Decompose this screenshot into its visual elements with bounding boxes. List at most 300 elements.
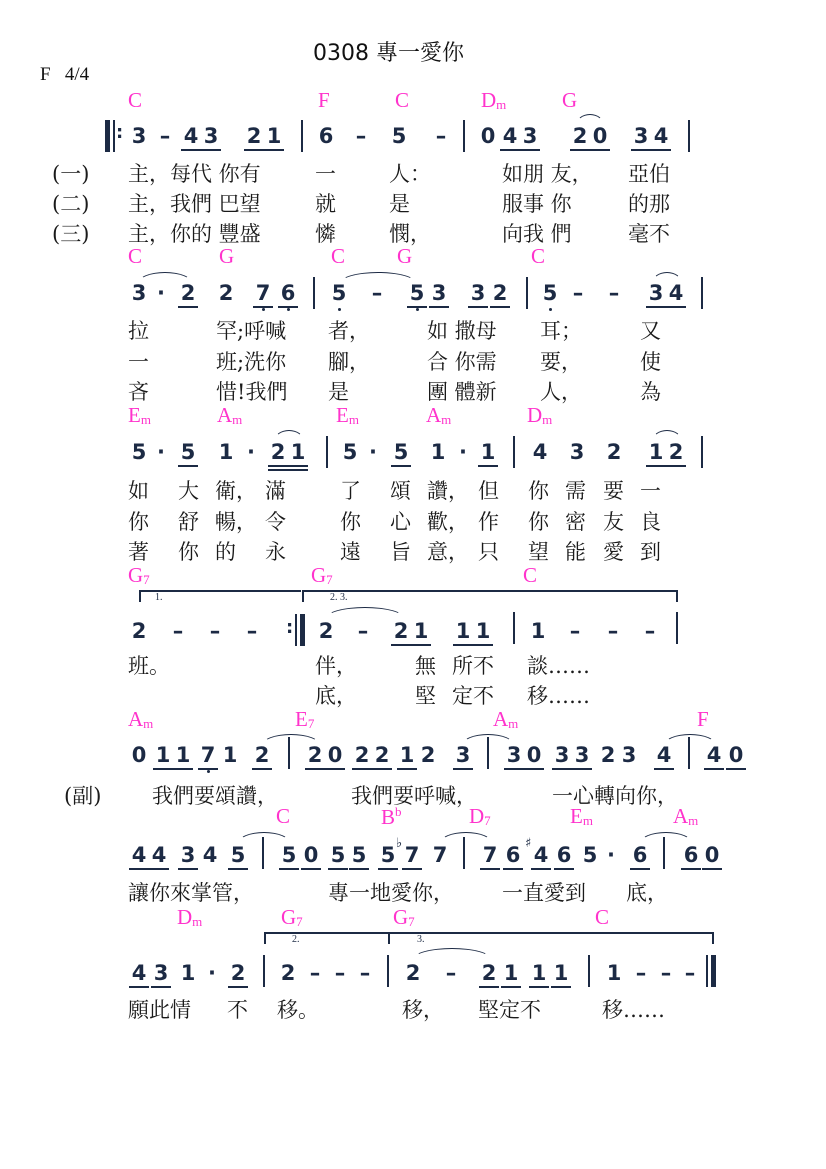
chord: G: [219, 244, 235, 268]
note: 4: [532, 440, 548, 464]
lyric: 所不: [452, 654, 494, 678]
lyric: 主，我們 巴望: [128, 192, 261, 216]
octave-dot-low: [262, 308, 265, 311]
chord: $B^b$: [381, 804, 402, 829]
barline: [387, 955, 389, 987]
note: 0: [728, 743, 744, 767]
barline: [262, 837, 264, 869]
volta-label-2: 2.: [292, 934, 300, 945]
note: 2: [668, 440, 684, 464]
octave-dot-low: [416, 308, 419, 311]
lyric: 友: [603, 510, 624, 534]
note: –: [159, 124, 171, 148]
barline: [295, 614, 297, 646]
chord: $D_m$: [481, 88, 507, 112]
lyric: 但: [478, 479, 499, 503]
barline: [701, 277, 703, 309]
lyric: 專一地愛你，: [328, 881, 454, 905]
lyric: 惜!我們: [216, 380, 288, 404]
note: 5: [391, 124, 407, 148]
lyric: 頌: [390, 479, 411, 503]
volta-bracket-2: [264, 932, 390, 944]
lyric: 堅: [415, 684, 436, 708]
lyric: 永: [265, 540, 286, 564]
barline: [288, 737, 290, 769]
note: ·: [607, 843, 615, 867]
note: 5: [131, 440, 147, 464]
note: 3: [621, 743, 637, 767]
note: 4: [656, 743, 672, 767]
note: –: [172, 619, 184, 643]
lyric: 要，: [540, 350, 582, 374]
note: 2: [270, 440, 286, 464]
lyric: 只: [478, 540, 499, 564]
lyric: 歡，: [427, 510, 469, 534]
verse-label-2: (二): [52, 192, 90, 216]
lyric: 又: [640, 319, 661, 343]
barline: [326, 436, 328, 468]
note: ·: [459, 440, 467, 464]
note: –: [684, 961, 696, 985]
sharp-sign: ♯: [525, 836, 532, 851]
lyric: 班;洗你: [216, 350, 287, 374]
note: 1: [180, 961, 196, 985]
note: ·: [157, 440, 165, 464]
note: 0: [704, 843, 720, 867]
barline: [688, 737, 690, 769]
barline: [487, 737, 489, 769]
note: ·: [157, 281, 165, 305]
tie: [640, 832, 692, 843]
note: 5: [542, 281, 558, 305]
lyric: 一直愛到: [502, 881, 586, 905]
note: 3: [431, 281, 447, 305]
lyric: 衛，: [215, 479, 257, 503]
barline: [513, 436, 515, 468]
barline: [688, 120, 690, 152]
chord: $A_m$: [493, 707, 519, 731]
octave-dot-low: [287, 308, 290, 311]
lyric: 者，: [328, 319, 370, 343]
note: 2: [180, 281, 196, 305]
lyric: 望: [528, 540, 549, 564]
note: 1: [218, 440, 234, 464]
lyric: 談……: [527, 654, 590, 678]
volta-bracket-1: [139, 590, 301, 602]
note: 5: [331, 281, 347, 305]
lyric: 著: [128, 540, 149, 564]
lyric: 的那: [628, 192, 670, 216]
note: 2: [254, 743, 270, 767]
note: 2: [481, 961, 497, 985]
lyric: 是: [389, 192, 410, 216]
lyric: 如 撒母: [427, 319, 497, 343]
note: ·: [208, 961, 216, 985]
chord: C: [331, 244, 346, 268]
chord: $D_m$: [177, 905, 203, 929]
volta-label-3: 3.: [417, 934, 425, 945]
chord: $A_m$: [128, 707, 154, 731]
note: 3: [153, 961, 169, 985]
note: 6: [505, 843, 521, 867]
note: 0: [592, 124, 608, 148]
lyric: 遠: [340, 540, 361, 564]
lyric: 是: [328, 380, 349, 404]
note: 0: [303, 843, 319, 867]
lyric: 罕;呼喊: [216, 319, 287, 343]
lyric: 憐: [315, 222, 336, 246]
lyric: 為: [640, 380, 661, 404]
note: 2: [354, 743, 370, 767]
note: 5: [330, 843, 346, 867]
chord: $E_7$: [295, 707, 315, 731]
note: –: [572, 281, 584, 305]
lyric: 滿: [265, 479, 286, 503]
barline: [113, 120, 115, 152]
chord: C: [128, 244, 143, 268]
chord: $E_m$: [128, 403, 151, 427]
note: 3: [506, 743, 522, 767]
note: –: [371, 281, 383, 305]
note: 2: [492, 281, 508, 305]
note: 5: [409, 281, 425, 305]
barline: [513, 612, 515, 644]
note: –: [569, 619, 581, 643]
note: –: [607, 619, 619, 643]
barline: [663, 837, 665, 869]
lyric: 就: [315, 192, 336, 216]
lyric: 主，你的 豐盛: [128, 222, 261, 246]
note: 1: [290, 440, 306, 464]
note: 4: [668, 281, 684, 305]
note: 0: [526, 743, 542, 767]
tie: [326, 607, 404, 618]
note: 2: [318, 619, 334, 643]
note: 1: [530, 619, 546, 643]
lyric: 我們要頌讚，: [152, 784, 278, 808]
note: 4: [131, 843, 147, 867]
lyric: 良: [640, 510, 661, 534]
note: 4: [533, 843, 549, 867]
octave-dot-low: [338, 308, 341, 311]
note: 1: [648, 440, 664, 464]
song-title: 0308 專一愛你: [313, 41, 464, 66]
note: 1: [475, 619, 491, 643]
volta-bracket-2-3: [302, 590, 678, 602]
lyric: 使: [640, 350, 661, 374]
note: 4: [653, 124, 669, 148]
note: 4: [706, 743, 722, 767]
lyric: 一: [640, 479, 661, 503]
lyric: 吝: [128, 380, 149, 404]
note: 1: [606, 961, 622, 985]
note: 6: [318, 124, 334, 148]
chord: C: [128, 88, 143, 112]
note: –: [608, 281, 620, 305]
lyric: 舒: [178, 510, 199, 534]
note: 5: [393, 440, 409, 464]
note: –: [660, 961, 672, 985]
note: –: [359, 961, 371, 985]
lyric: 底，: [315, 684, 357, 708]
note: 4: [502, 124, 518, 148]
lyric: 作: [478, 510, 499, 534]
chord: $A_m$: [217, 403, 243, 427]
key-time-signature: F 4/4: [40, 64, 90, 85]
lyric: 暢，: [215, 510, 257, 534]
flat-sign: ♭: [396, 836, 403, 851]
note: –: [334, 961, 346, 985]
tie: [440, 832, 492, 843]
lyric: 毫不: [628, 222, 670, 246]
note: 4: [151, 843, 167, 867]
chord: $D_m$: [527, 403, 553, 427]
lyric: 向我 們: [502, 222, 572, 246]
lyric: 伴，: [315, 654, 357, 678]
note: 3: [131, 124, 147, 148]
lyric: 如: [128, 479, 149, 503]
chord: G: [562, 88, 578, 112]
note: –: [309, 961, 321, 985]
final-barline-thick: [711, 955, 716, 987]
lyric: 能: [565, 540, 586, 564]
barline: [463, 837, 465, 869]
note: 1: [266, 124, 282, 148]
note: 1: [399, 743, 415, 767]
lyric: 讓你來掌管，: [128, 881, 254, 905]
lyric: 你: [128, 510, 149, 534]
note: 6: [632, 843, 648, 867]
note: 3: [131, 281, 147, 305]
note: 5: [281, 843, 297, 867]
lyric: 亞伯: [628, 162, 670, 186]
note: –: [209, 619, 221, 643]
note: 7: [482, 843, 498, 867]
chord: $E_m$: [336, 403, 359, 427]
note: 0: [327, 743, 343, 767]
note: 3: [554, 743, 570, 767]
note: 2: [374, 743, 390, 767]
note: 3: [648, 281, 664, 305]
note: 1: [480, 440, 496, 464]
note: 2: [307, 743, 323, 767]
note: 5: [380, 843, 396, 867]
lyric: 一心轉向你，: [552, 784, 678, 808]
note: –: [435, 124, 447, 148]
barline: [526, 277, 528, 309]
lyric: 願此情: [128, 998, 191, 1022]
note: –: [355, 124, 367, 148]
note: 7: [200, 743, 216, 767]
lyric: 人：: [389, 162, 431, 186]
note: 0: [131, 743, 147, 767]
note: 5: [180, 440, 196, 464]
lyric: 如朋 友，: [502, 162, 593, 186]
note: 4: [131, 961, 147, 985]
note: 2: [393, 619, 409, 643]
chord: $A_m$: [426, 403, 452, 427]
lyric: 移。: [277, 998, 319, 1022]
lyric: 拉: [128, 319, 149, 343]
barline: [676, 612, 678, 644]
lyric: 主，每代 你有: [128, 162, 261, 186]
barline: [263, 955, 265, 987]
note: 3: [574, 743, 590, 767]
lyric: 移……: [527, 684, 590, 708]
note: 1: [531, 961, 547, 985]
lyric: 移……: [602, 998, 665, 1022]
lyric: 一: [315, 162, 336, 186]
note: 2: [218, 281, 234, 305]
note: 6: [556, 843, 572, 867]
lyric: 耳；: [540, 319, 582, 343]
chord: $D_7$: [469, 804, 491, 828]
lyric: 心: [390, 510, 411, 534]
chord: $G_7$: [393, 905, 415, 929]
note: 2: [606, 440, 622, 464]
barline: [588, 955, 590, 987]
note: 1: [553, 961, 569, 985]
note: 1: [503, 961, 519, 985]
note: –: [246, 619, 258, 643]
chord: $A_m$: [673, 804, 699, 828]
tie: [413, 948, 491, 959]
chord: C: [531, 244, 546, 268]
note: 1: [455, 619, 471, 643]
chord: F: [318, 88, 330, 112]
note: 7: [255, 281, 271, 305]
lyric: 大: [178, 479, 199, 503]
lyric: 憫，: [389, 222, 431, 246]
verse-label-3: (三): [52, 222, 90, 246]
repeat-start-barline: [105, 120, 110, 152]
note: 2: [572, 124, 588, 148]
lyric: 密: [565, 510, 586, 534]
barline: [463, 120, 465, 152]
note: 5: [230, 843, 246, 867]
note: 1: [175, 743, 191, 767]
lyric: 無: [415, 654, 436, 678]
note: 7: [404, 843, 420, 867]
note: 0: [480, 124, 496, 148]
note: 5: [582, 843, 598, 867]
note: –: [644, 619, 656, 643]
note: 6: [683, 843, 699, 867]
lyric: 你: [528, 479, 549, 503]
chord: C: [523, 563, 538, 587]
lyric: 班。: [128, 654, 170, 678]
lyric: 團 體新: [427, 380, 497, 404]
note: 6: [280, 281, 296, 305]
note: 5: [342, 440, 358, 464]
barline: [301, 120, 303, 152]
lyric: 合 你需: [427, 350, 497, 374]
lyric: 讚，: [427, 479, 469, 503]
chord: C: [276, 804, 291, 828]
barline: [701, 436, 703, 468]
note: 2: [230, 961, 246, 985]
note: 3: [633, 124, 649, 148]
note: ·: [369, 440, 377, 464]
lyric: 你: [340, 510, 361, 534]
note: 2: [600, 743, 616, 767]
note: 3: [470, 281, 486, 305]
final-barline-thin: [706, 955, 708, 987]
volta-label-1: 1.: [155, 592, 163, 603]
volta-label-2-3: 2. 3.: [330, 592, 348, 603]
note: 2: [405, 961, 421, 985]
note: 2: [131, 619, 147, 643]
lyric: 移，: [402, 998, 444, 1022]
lyric: 人，: [540, 380, 582, 404]
lyric: 底，: [626, 881, 668, 905]
lyric: 你: [528, 510, 549, 534]
note: 2: [420, 743, 436, 767]
octave-dot-low: [549, 308, 552, 311]
note: ·: [247, 440, 255, 464]
note: 3: [522, 124, 538, 148]
lyric: 需: [565, 479, 586, 503]
repeat-end-barline: [300, 614, 305, 646]
chorus-label: (副): [64, 784, 102, 808]
lyric: 令: [265, 510, 286, 534]
lyric: 要: [603, 479, 624, 503]
octave-dot-low: [207, 770, 210, 773]
volta-bracket-3: [388, 932, 714, 944]
lyric: 你: [178, 540, 199, 564]
lyric: 我們要呼喊，: [351, 784, 477, 808]
lyric: 愛: [603, 540, 624, 564]
lyric: 的: [215, 540, 236, 564]
lyric: 不: [227, 998, 248, 1022]
repeat-dots: :: [116, 122, 124, 143]
chord: C: [395, 88, 410, 112]
note: 3: [203, 124, 219, 148]
chord: $G_7$: [311, 563, 333, 587]
lyric: 腳，: [328, 350, 370, 374]
note: 1: [155, 743, 171, 767]
chord: F: [697, 707, 709, 731]
note: 7: [432, 843, 448, 867]
note: 3: [455, 743, 471, 767]
note: 4: [202, 843, 218, 867]
barline: [313, 277, 315, 309]
note: –: [357, 619, 369, 643]
note: 3: [569, 440, 585, 464]
note: 1: [430, 440, 446, 464]
lyric: 旨: [390, 540, 411, 564]
note: –: [445, 961, 457, 985]
lyric: 服事 你: [502, 192, 572, 216]
lyric: 到: [640, 540, 661, 564]
note: 5: [351, 843, 367, 867]
chord: G: [397, 244, 413, 268]
note: 2: [246, 124, 262, 148]
chord: $G_7$: [281, 905, 303, 929]
chord: C: [595, 905, 610, 929]
chord: $E_m$: [570, 804, 593, 828]
lyric: 了: [340, 479, 361, 503]
note: 1: [413, 619, 429, 643]
note: 3: [180, 843, 196, 867]
tie: [238, 832, 290, 843]
lyric: 堅定不: [478, 998, 541, 1022]
lyric: 意，: [427, 540, 469, 564]
chord: $G_7$: [128, 563, 150, 587]
note: –: [635, 961, 647, 985]
note: 2: [280, 961, 296, 985]
repeat-dots: :: [286, 617, 294, 638]
